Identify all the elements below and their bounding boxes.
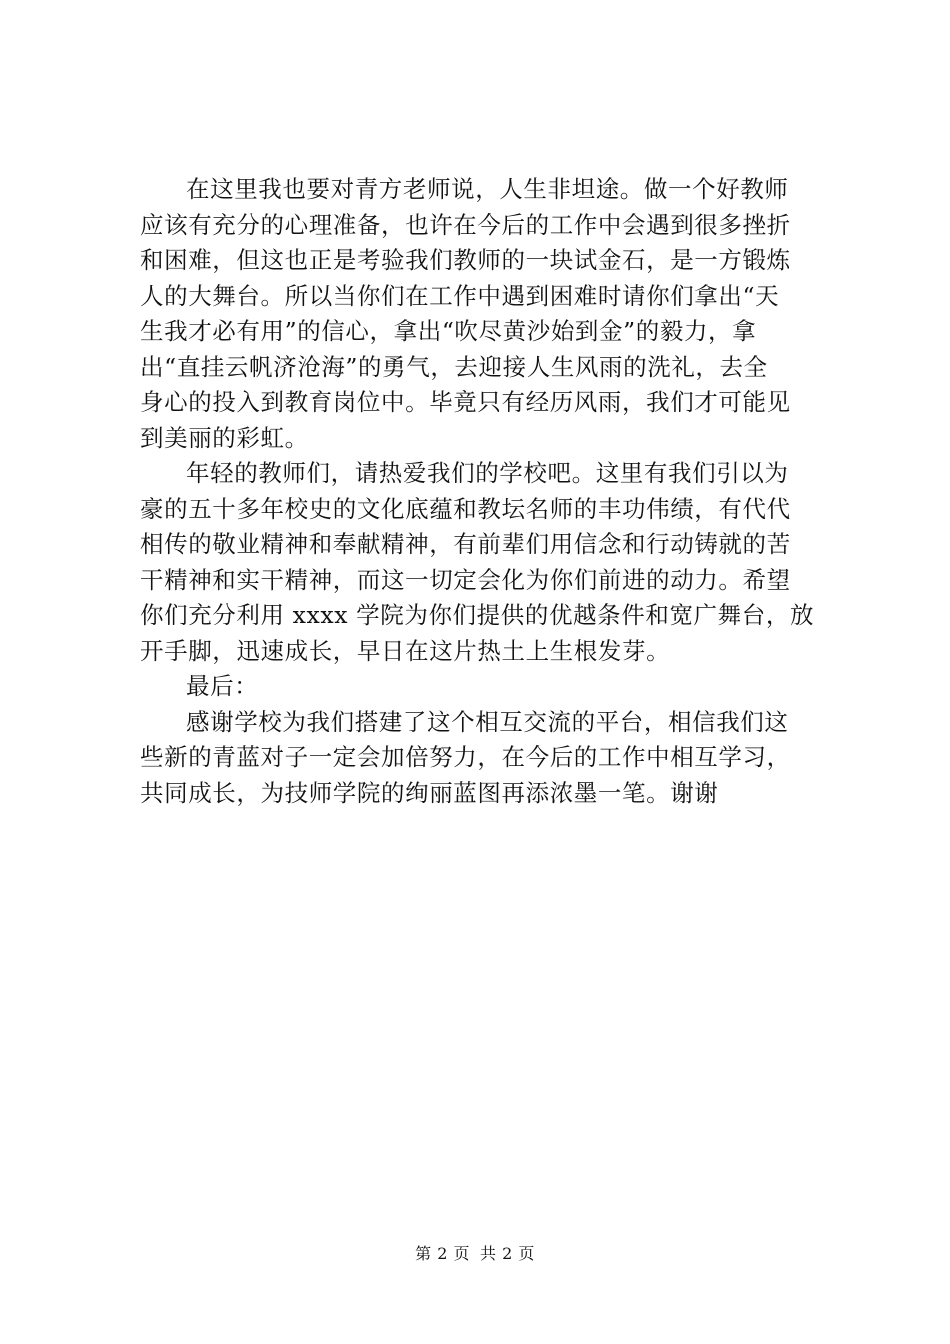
paragraph-line: 些新的青蓝对子一定会加倍努力，在今后的工作中相互学习， (140, 743, 791, 771)
heading-text: 最后： (186, 672, 259, 700)
page-number: 第 2 页 (415, 1244, 470, 1263)
paragraph-line: 相传的敬业精神和奉献精神，有前辈们用信念和行动铸就的苦 (140, 530, 791, 558)
paragraph-1 (140, 172, 840, 456)
paragraph-line: 共同成长，为技师学院的绚丽蓝图再添浓墨一笔。谢谢 (140, 778, 719, 807)
paragraph-line: 在这里我也要对青方老师说，人生非坦途。做一个好教师 (186, 175, 789, 203)
paragraph-line: 人的大舞台。所以当你们在工作中遇到困难时请你们拿出“天 (140, 281, 780, 310)
document-body (140, 172, 840, 811)
paragraph-2 (140, 456, 840, 669)
paragraph-line: 豪的五十多年校史的文化底蕴和教坛名师的丰功伟绩，有代代 (140, 494, 791, 523)
page-total: 共 2 页 (480, 1244, 535, 1263)
paragraph-3 (140, 705, 840, 812)
paragraph-line: 你们充分利用 xxxx 学院为你们提供的优越条件和宽广舞台，放 (140, 601, 815, 629)
paragraph-line: 开手脚，迅速成长，早日在这片热土上生根发芽。 (140, 636, 671, 665)
paragraph-line: 干精神和实干精神，而这一切定会化为你们前进的动力。希望 (140, 565, 791, 594)
paragraph-line: 生我才必有用”的信心，拿出“吹尽黄沙始到金”的毅力，拿 (140, 317, 757, 345)
paragraph-line: 出“直挂云帆济沧海”的勇气，去迎接人生风雨的洗礼，去全 (140, 352, 768, 381)
paragraph-line: 年轻的教师们，请热爱我们的学校吧。这里有我们引以为 (186, 459, 789, 487)
paragraph-line: 身心的投入到教育岗位中。毕竟只有经历风雨，我们才可能见 (140, 388, 791, 416)
paragraph-line: 和困难，但这也正是考验我们教师的一块试金石，是一方锻炼 (140, 246, 791, 274)
paragraph-line: 到美丽的彩虹。 (140, 423, 309, 452)
paragraph-line: 感谢学校为我们搭建了这个相互交流的平台，相信我们这 (186, 707, 789, 736)
paragraph-line: 应该有充分的心理准备，也许在今后的工作中会遇到很多挫折 (140, 210, 791, 239)
closing-heading (140, 669, 840, 705)
page-footer (0, 1243, 950, 1265)
